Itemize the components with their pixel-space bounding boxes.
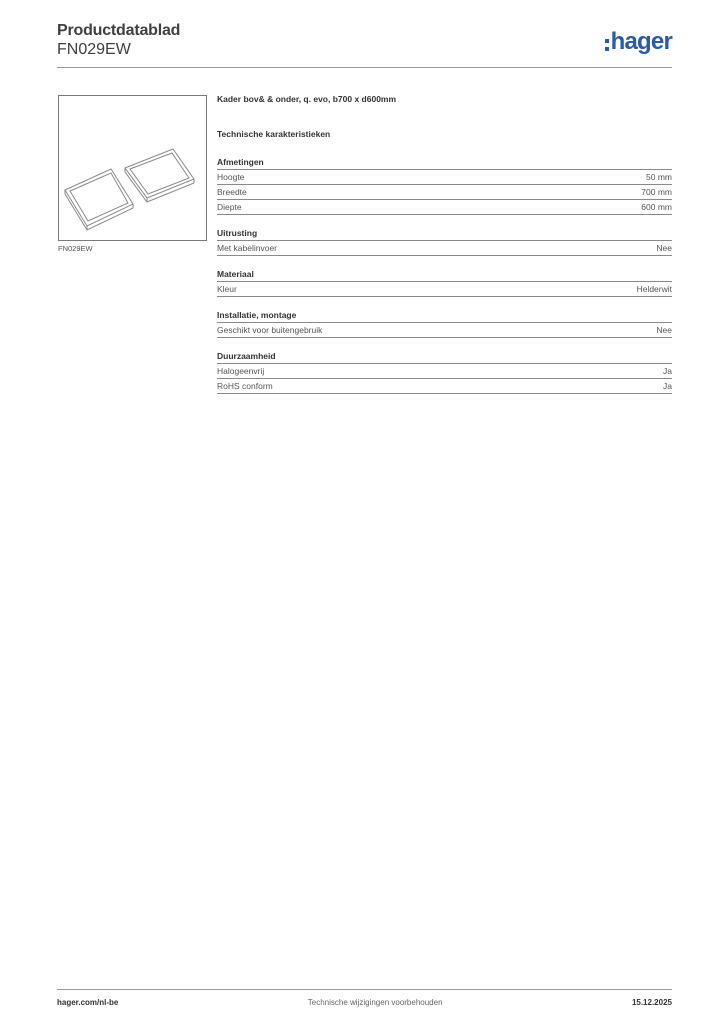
spec-group-installatie — [217, 310, 672, 338]
image-caption: FN029EW — [58, 244, 93, 253]
group-title: Uitrusting — [217, 228, 672, 241]
spec-value: 600 mm — [641, 202, 672, 212]
footer-divider — [57, 989, 672, 990]
spec-group-afmetingen — [217, 157, 672, 215]
logo-dots-icon — [605, 39, 609, 51]
header-divider — [57, 67, 672, 68]
spec-group-materiaal — [217, 269, 672, 297]
spec-row — [217, 364, 672, 379]
product-image — [58, 95, 207, 241]
footer-disclaimer: Technische wijzigingen voorbehouden — [307, 998, 443, 1007]
spec-row — [217, 185, 672, 200]
spec-label: Geschikt voor buitengebruik — [217, 325, 323, 335]
spec-row — [217, 241, 672, 256]
product-code: FN029EW — [57, 41, 131, 58]
section-heading: Technische karakteristieken — [217, 129, 331, 139]
spec-value: 700 mm — [641, 187, 672, 197]
spec-value: Ja — [663, 366, 672, 376]
group-title: Afmetingen — [217, 157, 672, 170]
hager-logo — [605, 28, 672, 56]
spec-row — [217, 282, 672, 297]
footer-website[interactable]: hager.com/nl-be — [57, 998, 119, 1007]
spec-value: Nee — [656, 243, 672, 253]
spec-label: Met kabelinvoer — [217, 243, 278, 253]
footer-date: 15.12.2025 — [631, 998, 672, 1007]
spec-label: Halogeenvrij — [217, 366, 265, 376]
spec-value: Helderwit — [636, 284, 672, 294]
document-header — [57, 22, 180, 59]
spec-row — [217, 379, 672, 394]
document-footer — [57, 998, 672, 1007]
product-specs — [217, 94, 672, 407]
spec-group-uitrusting — [217, 228, 672, 256]
spec-value: Nee — [656, 325, 672, 335]
spec-row — [217, 170, 672, 185]
spec-label: RoHS conform — [217, 381, 273, 391]
spec-label: Hoogte — [217, 172, 245, 182]
spec-value: Ja — [663, 381, 672, 391]
spec-row — [217, 323, 672, 338]
group-title: Installatie, montage — [217, 310, 672, 323]
document-title: Productdatablad — [57, 22, 181, 39]
logo-text: hager — [610, 28, 672, 55]
product-name: Kader bov& & onder, q. evo, b700 x d600mm — [217, 94, 397, 104]
group-title: Materiaal — [217, 269, 672, 282]
spec-label: Kleur — [217, 284, 237, 294]
group-title: Duurzaamheid — [217, 351, 672, 364]
spec-value: 50 mm — [646, 172, 672, 182]
spec-label: Breedte — [217, 187, 247, 197]
spec-row — [217, 200, 672, 215]
spec-group-duurzaamheid — [217, 351, 672, 394]
spec-label: Diepte — [217, 202, 242, 212]
frame-illustration-icon — [59, 96, 206, 240]
